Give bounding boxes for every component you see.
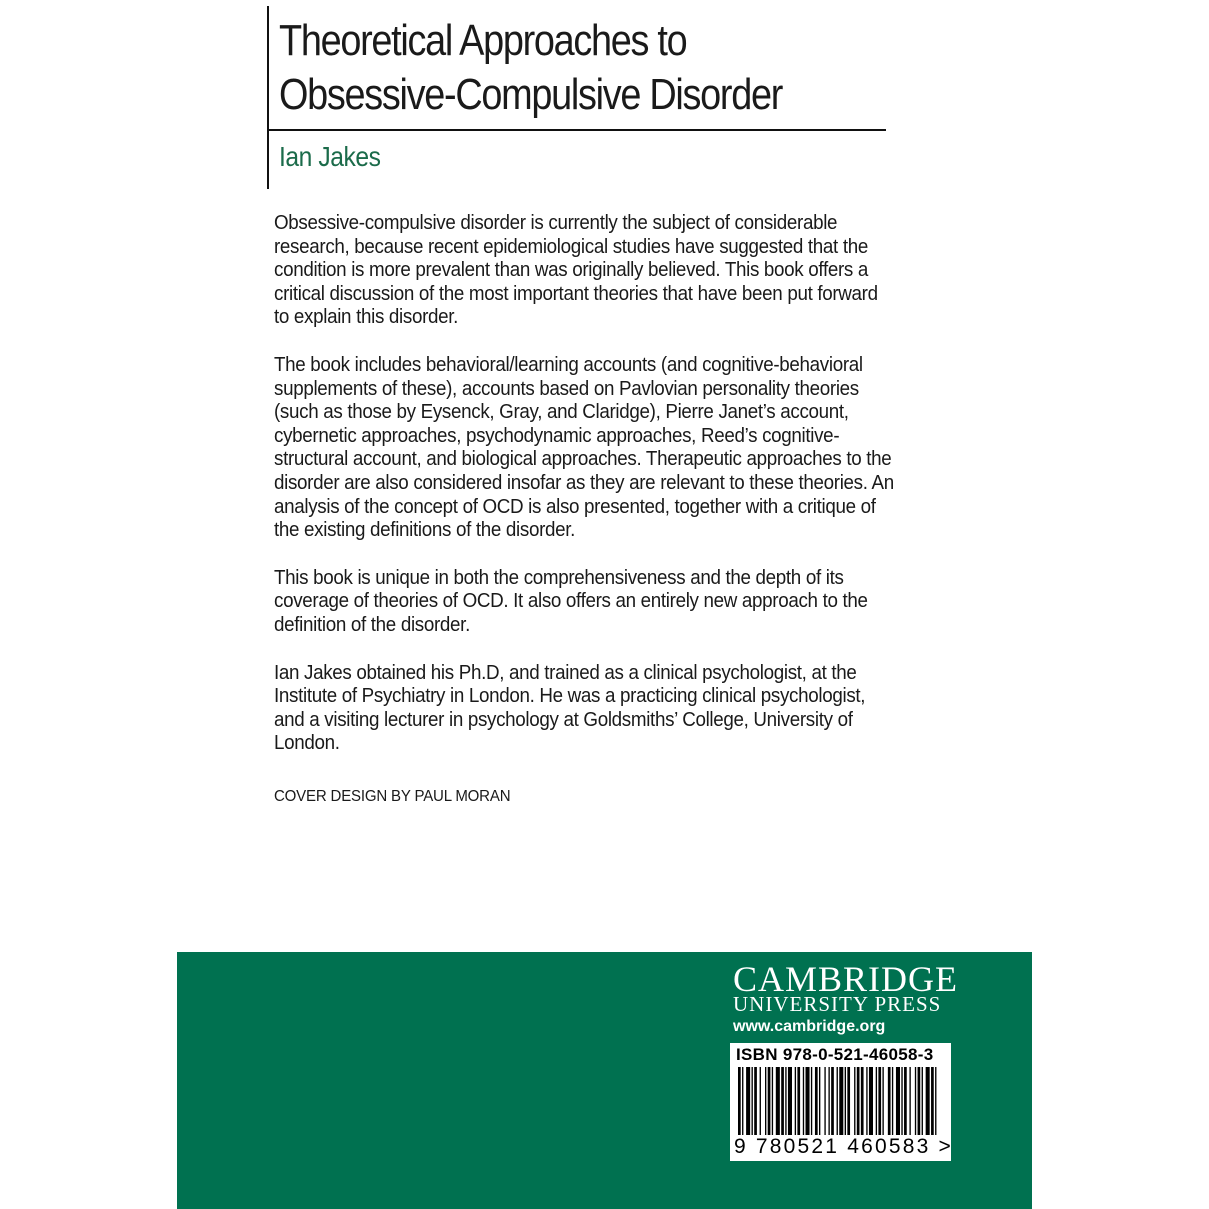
barcode-bar — [776, 1067, 780, 1135]
barcode-bar — [896, 1067, 900, 1135]
barcode-bar — [819, 1067, 820, 1135]
barcode-bar — [746, 1067, 750, 1135]
publisher-logo-name: CAMBRIDGE — [733, 959, 959, 999]
barcode-bar — [847, 1067, 850, 1135]
title-vertical-rule — [267, 6, 269, 189]
publisher-url: www.cambridge.org — [733, 1018, 886, 1035]
barcode-bar — [742, 1067, 743, 1135]
title-horizontal-rule — [268, 129, 886, 131]
publisher-logo-subname: UNIVERSITY PRESS — [733, 992, 942, 1016]
barcode-bar — [752, 1067, 753, 1135]
barcode-bar — [922, 1067, 923, 1135]
barcode-bar — [781, 1067, 784, 1135]
book-title-line-2: Obsessive-Compulsive Disorder — [279, 70, 783, 119]
barcode-bar — [935, 1067, 936, 1135]
barcode-bar — [828, 1067, 829, 1135]
barcode-bar — [888, 1067, 891, 1135]
ean-digits: 9 780521 460583 > — [734, 1135, 953, 1158]
barcode-bar — [869, 1067, 873, 1135]
barcode-bar — [861, 1067, 864, 1135]
barcode-icon — [736, 1067, 945, 1137]
barcode-bar — [892, 1067, 893, 1135]
blurb-paragraph-2: The book includes behavioral/learning accounts (and cognitive-behavioral supplements of these), accounts based on Pavlovian personality theories (such as those by Eysenck, Gray, and Claridge), Pierre Janet’s account, cybernetic approaches, psychodynamic approaches, Reed’s cognitive-structural account, and biological approaches. Therapeutic approaches to the disorder are also considered insofar as they are relevant to these theories. An analysis of the concept of OCD is also presented, together with a critique of the existing definitions of the disorder. — [274, 353, 894, 542]
isbn-label: ISBN 978-0-521-46058-3 — [736, 1045, 934, 1064]
back-cover-blurb — [274, 212, 894, 780]
cover-design-credit: COVER DESIGN BY PAUL MORAN — [274, 788, 511, 805]
barcode-bar — [901, 1067, 902, 1135]
barcode-bar — [772, 1067, 773, 1135]
barcode-panel — [730, 1043, 951, 1161]
barcode-bar — [803, 1067, 804, 1135]
barcode-bar — [795, 1067, 796, 1135]
book-author: Ian Jakes — [279, 141, 381, 172]
blurb-paragraph-3: This book is unique in both the comprehensiveness and the depth of its coverage of theories of OCD. It also offers an entirely new approach to the definition of the disorder. — [274, 566, 868, 636]
barcode-bar — [831, 1067, 834, 1135]
barcode-bar — [797, 1067, 800, 1135]
barcode-bar — [811, 1067, 812, 1135]
barcode-bar — [815, 1067, 818, 1135]
barcode-bar — [909, 1067, 910, 1135]
barcode-bar — [785, 1067, 786, 1135]
book-title — [279, 14, 795, 122]
book-title-line-1: Theoretical Approaches to — [279, 16, 687, 65]
barcode-bar — [918, 1067, 921, 1135]
barcode-bar — [754, 1067, 757, 1135]
barcode-bar — [854, 1067, 855, 1135]
barcode-bar — [788, 1067, 792, 1135]
barcode-bar — [882, 1067, 883, 1135]
barcode-bar — [857, 1067, 860, 1135]
barcode-bar — [839, 1067, 843, 1135]
barcode-bar — [806, 1067, 810, 1135]
barcode-bar — [765, 1067, 766, 1135]
barcode-bar — [845, 1067, 846, 1135]
barcode-bar — [904, 1067, 907, 1135]
barcode-bar — [876, 1067, 877, 1135]
blurb-paragraph-1: Obsessive-compulsive disorder is currently the subject of considerable research, because recent epidemiological studies have suggested that the condition is more prevalent than was originally believed. This book offers a critical discussion of the most important theories that have been put forward to explain this disorder. — [274, 212, 878, 329]
barcode-bar — [738, 1067, 741, 1135]
barcode-bar — [915, 1067, 916, 1135]
barcode-bar — [768, 1067, 771, 1135]
barcode-bar — [837, 1067, 838, 1135]
author-bio: Ian Jakes obtained his Ph.D, and trained as a clinical psychologist, at the Institute of Psychiatry in London. He was a practicing clinical psychologist, and a visiting lecturer in psychology at Goldsmiths’ College, University of London. — [274, 661, 866, 755]
barcode-bar — [878, 1067, 881, 1135]
barcode-bar — [931, 1067, 934, 1135]
barcode-bar — [866, 1067, 867, 1135]
barcode-bar — [926, 1067, 930, 1135]
barcode-bar — [824, 1067, 825, 1135]
barcode-bar — [760, 1067, 761, 1135]
